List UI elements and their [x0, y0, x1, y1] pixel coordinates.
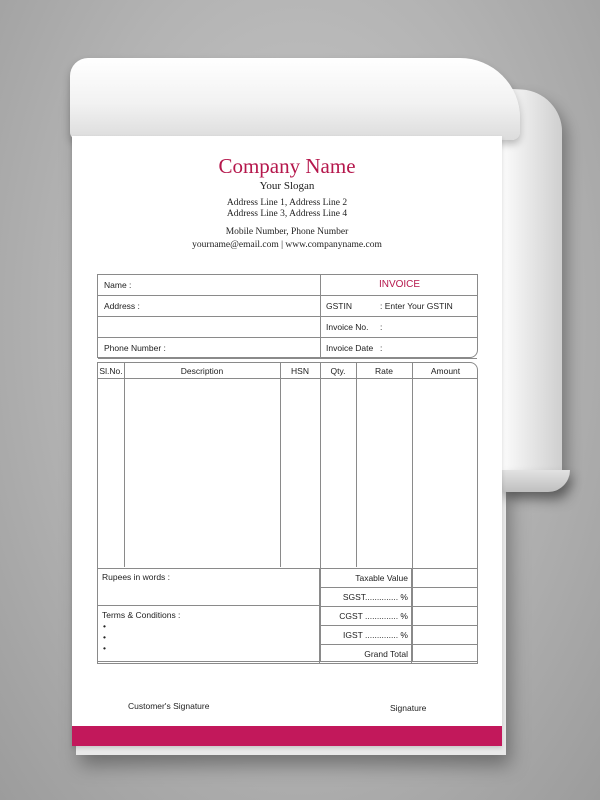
igst-row: [319, 625, 478, 644]
info-row-invoice-no: [98, 317, 477, 338]
company-phones: Mobile Number, Phone Number: [225, 227, 349, 237]
terms-bullet: •: [103, 643, 106, 653]
taxable-value-label: Taxable Value: [355, 573, 408, 583]
sgst-label: SGST.............. %: [342, 592, 408, 602]
col-line: [356, 363, 357, 567]
terms-bullet: •: [103, 632, 106, 642]
company-header: [72, 154, 502, 252]
grand-total-label: Grand Total: [364, 649, 408, 659]
grand-total-row: [319, 644, 478, 663]
rupees-in-words-label: Rupees in words :: [102, 572, 171, 582]
col-rate: Rate: [375, 366, 393, 376]
items-header: [98, 363, 477, 379]
name-label: Name :: [104, 280, 132, 290]
info-row-address: [98, 296, 477, 317]
company-name: Company Name: [218, 154, 356, 178]
info-row-phone: [98, 338, 477, 359]
invoice-date-label: Invoice Date: [326, 343, 374, 353]
invoice-date-colon: :: [380, 343, 383, 353]
footer-accent-band: [72, 726, 502, 746]
invoice-no-label: Invoice No.: [326, 322, 369, 332]
customer-signature-label: Customer's Signature: [128, 701, 210, 711]
info-divider: [320, 275, 321, 357]
phone-label: Phone Number :: [104, 343, 166, 353]
totals-section: [97, 568, 478, 664]
taxable-value-row: [319, 568, 478, 587]
company-address: [72, 198, 502, 220]
address-line-2: Address Line 3, Address Line 4: [226, 209, 348, 219]
igst-label: IGST .............. %: [342, 630, 408, 640]
col-line: [124, 363, 125, 567]
page-curl: [500, 88, 562, 491]
invoice-page: [72, 136, 502, 746]
cgst-row: [319, 606, 478, 625]
col-qty: Qty.: [330, 366, 346, 376]
address-label: Address :: [104, 301, 140, 311]
gstin-label: GSTIN: [326, 301, 352, 311]
gstin-value: : Enter Your GSTIN: [380, 301, 453, 311]
rupees-in-words-box: [97, 568, 319, 606]
info-row-name: [98, 275, 477, 296]
pad-binding: [70, 58, 520, 140]
company-slogan: Your Slogan: [259, 180, 315, 192]
invoice-no-colon: :: [380, 322, 383, 332]
col-slno: Sl.No.: [99, 366, 123, 376]
col-line: [280, 363, 281, 567]
address-line-1: Address Line 1, Address Line 2: [226, 198, 348, 208]
col-hsn: HSN: [291, 366, 309, 376]
company-email-web: yourname@email.com | www.companyname.com: [192, 240, 382, 250]
sgst-row: [319, 587, 478, 606]
company-contact: [72, 226, 502, 252]
cgst-label: CGST .............. %: [339, 611, 408, 621]
page-curl-bottom: [500, 470, 570, 492]
invoice-title: INVOICE: [378, 279, 421, 290]
col-amount: Amount: [430, 366, 461, 376]
terms-box: [97, 606, 319, 664]
terms-bullet: •: [103, 621, 106, 631]
signature-label: Signature: [390, 703, 427, 713]
col-description: Description: [180, 366, 224, 376]
terms-label: Terms & Conditions :: [102, 610, 181, 620]
invoice-info-box: [97, 274, 478, 358]
